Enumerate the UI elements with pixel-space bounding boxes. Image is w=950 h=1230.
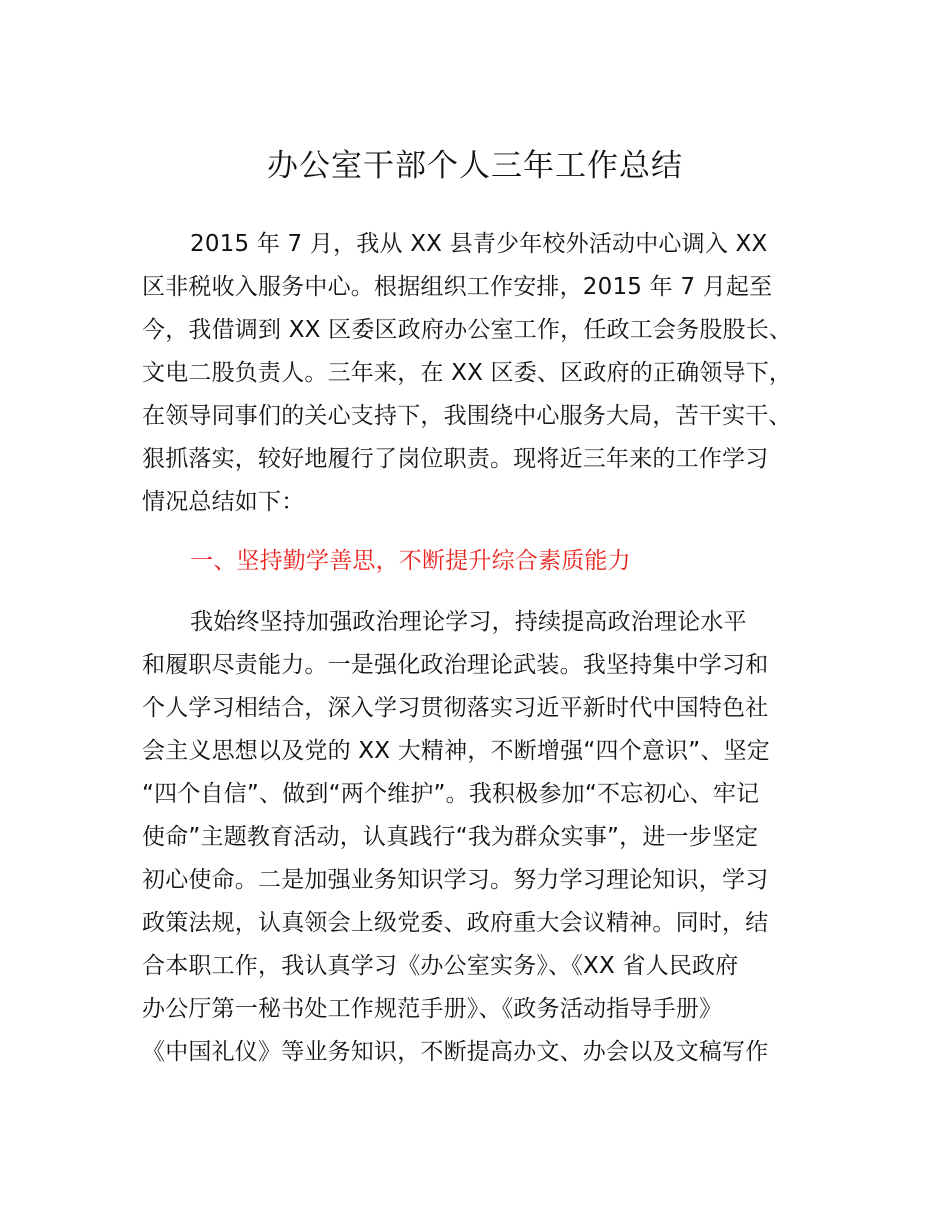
paragraph-2-line-1: 我始终坚持加强政治理论学习，持续提高政治理论水平	[190, 609, 747, 635]
paragraph-2-line-3: 个人学习相结合，深入学习贯彻落实习近平新时代中国特色社	[142, 695, 769, 721]
paragraph-2-line-9: 合本职工作，我认真学习《办公室实务》、《XX 省人民政府	[142, 953, 739, 979]
paragraph-2-line-2: 和履职尽责能力。一是强化政治理论武装。我坚持集中学习和	[142, 652, 769, 678]
paragraph-2-line-7: 初心使命。二是加强业务知识学习。努力学习理论知识，学习	[142, 867, 769, 893]
section-heading-1: 一、坚持勤学善思，不断提升综合素质能力	[190, 548, 631, 574]
paragraph-2-line-6: 使命”主题教育活动，认真践行“我为群众实事”，进一步坚定	[142, 824, 759, 850]
paragraph-1-line-3: 今，我借调到 XX 区委区政府办公室工作，任政工会务股股长、	[142, 317, 793, 343]
paragraph-1-line-7: 情况总结如下：	[142, 489, 305, 515]
paragraph-2-line-11: 《中国礼仪》等业务知识，不断提高办文、办会以及文稿写作	[142, 1039, 769, 1065]
paragraph-1-line-6: 狠抓落实，较好地履行了岗位职责。现将近三年来的工作学习	[142, 446, 769, 472]
paragraph-1-line-2: 区非税收入服务中心。根据组织工作安排，2015 年 7 月起至	[142, 274, 773, 300]
paragraph-1-line-4: 文电二股负责人。三年来，在 XX 区委、区政府的正确领导下，	[142, 360, 793, 386]
paragraph-1-line-1: 2015 年 7 月，我从 XX 县青少年校外活动中心调入 XX	[190, 231, 768, 257]
paragraph-1-line-5: 在领导同事们的关心支持下，我围绕中心服务大局，苦干实干、	[142, 403, 792, 429]
paragraph-2-line-4: 会主义思想以及党的 XX 大精神，不断增强“四个意识”、坚定	[142, 738, 770, 764]
paragraph-2-line-8: 政策法规，认真领会上级党委、政府重大会议精神。同时，结	[142, 910, 769, 936]
paragraph-2-line-10: 办公厅第一秘书处工作规范手册》、《政务活动指导手册》	[142, 996, 723, 1022]
document-title: 办公室干部个人三年工作总结	[267, 148, 683, 184]
paragraph-2-line-5: “四个自信”、做到“两个维护”。我积极参加“不忘初心、牢记	[142, 781, 760, 807]
